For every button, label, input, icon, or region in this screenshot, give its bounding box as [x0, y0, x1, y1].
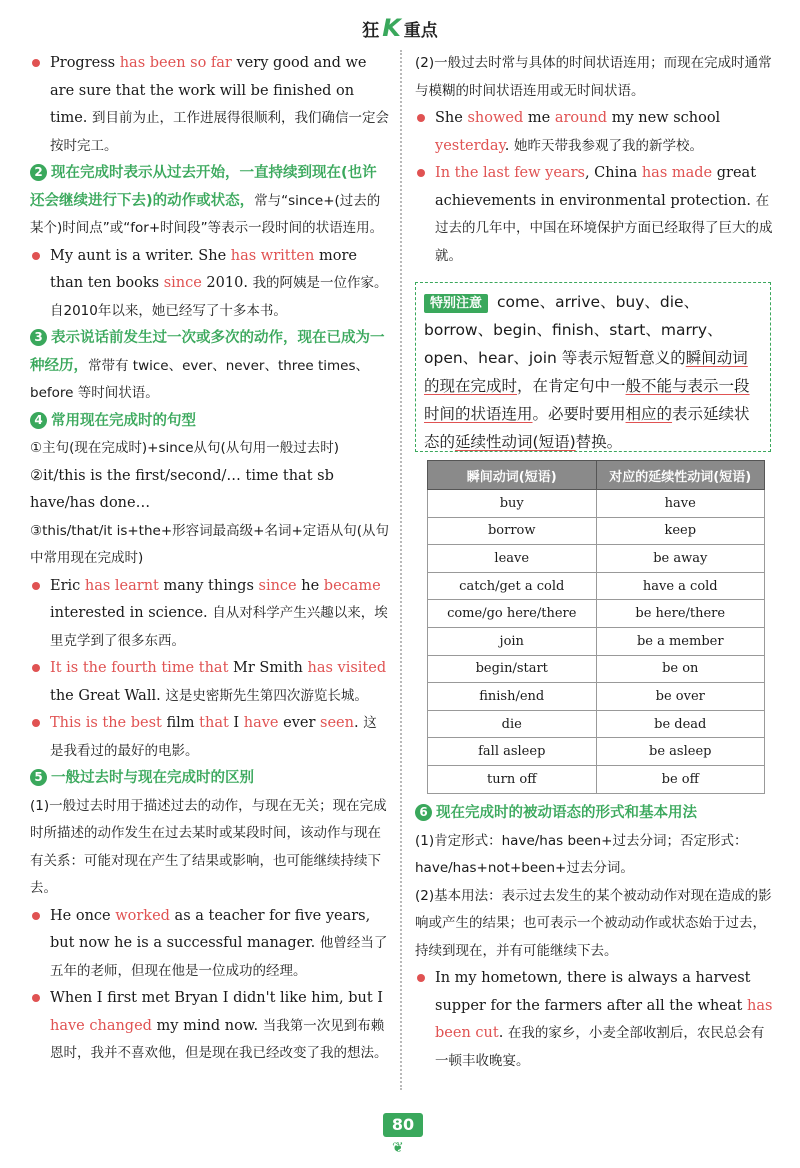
section-2-heading: 2 现在完成时表示从过去开始，一直持续到现在(也许还会继续进行下去)的动作或状态，常与“since+(过去的某个)时间点”或“for+时间段”等表示一段时间的状语连用。: [30, 165, 384, 236]
instant-verb-cell: finish/end: [428, 683, 597, 711]
example-teacher: He once worked as a teacher for five years, but now he is a successful manager. 他曾经当了五年的老师，但现在他是一位成功的经理。: [30, 903, 390, 986]
bullet-icon: [32, 912, 40, 920]
example-bryan: When I first met Bryan I didn't like him, but I have changed my mind now. 当我第一次见到布赖恩时，我并不喜欢他，但是现在我已经改变了我的想法。: [30, 985, 390, 1068]
durative-verb-cell: be dead: [596, 710, 765, 738]
durative-verb-cell: be off: [596, 765, 765, 793]
table-row: [428, 765, 765, 793]
paragraph-4: (2)基本用法：表示过去发生的某个被动动作对现在造成的影响或产生的结果；也可表示一个被动动作或状态始于过去，持续到现在，并有可能继续下去。: [415, 887, 772, 959]
instant-verb-cell: join: [428, 627, 597, 655]
header-k-logo: K: [382, 14, 401, 42]
example-china: In the last few years, China has made great achievements in environmental protection. 在过去的几年中，中国在环境保护方面已经取得了巨大的成就。: [415, 160, 775, 270]
example-harvest: In my hometown, there is always a harvest supper for the farmers after all the wheat has been cut. 在我的家乡，小麦全部收割后，农民总会有一顿丰收晚宴。: [415, 965, 775, 1075]
table-row: [428, 600, 765, 628]
left-column: [30, 50, 390, 1068]
instant-verb-cell: die: [428, 710, 597, 738]
section-5-heading: 5 一般过去时与现在完成时的区别: [30, 765, 390, 793]
pattern-3: ③this/that/it is+the+形容词最高级+名词+定语从句(从句中常用现在完成时): [30, 522, 390, 566]
paragraph-1: (1)一般过去时用于描述过去的动作，与现在无关；现在完成时所描述的动作发生在过去某时或某段时间，该动作与现在有关系：可能对现在产生了结果或影响，也可能继续持续下去。: [30, 797, 387, 896]
page-number: 80: [383, 1113, 423, 1137]
durative-verb-cell: be a member: [596, 627, 765, 655]
leaf-icon: ❦: [392, 1140, 404, 1156]
table-row: [428, 490, 765, 518]
bullet-icon: [417, 114, 425, 122]
table-row: [428, 627, 765, 655]
bullet-icon: [32, 719, 40, 727]
bullet-icon: [32, 252, 40, 260]
durative-verb-cell: keep: [596, 517, 765, 545]
example-film: This is the best film that I have ever seen. 这是我看过的最好的电影。: [30, 710, 390, 765]
special-note-box: 特别注意 come、arrive、buy、die、borrow、begin、finish、start、marry、open、hear、join 等表示短暂意义的瞬间动词的现在完成时，在肯定句中一般不能与表示一段时间的状语连用。必要时要用相应的表示延续状态的延续性动词(短语)替换。: [415, 282, 771, 452]
table-row: [428, 545, 765, 573]
instant-verb-cell: fall asleep: [428, 738, 597, 766]
pattern-2: ②it/this is the first/second/… time that sb have/has done…: [30, 467, 334, 511]
paragraph-2: (2)一般过去时常与具体的时间状语连用；而现在完成时通常与模糊的时间状语连用或无时间状语。: [415, 55, 772, 99]
table-row: [428, 738, 765, 766]
example-eric: Eric has learnt many things since he became interested in science. 自从对科学产生兴趣以来，埃里克学到了很多东西。: [30, 573, 390, 656]
pattern-1: ①主句(现在完成时)+since从句(从句用一般过去时): [30, 440, 340, 456]
example-smith: It is the fourth time that Mr Smith has visited the Great Wall. 这是史密斯先生第四次游览长城。: [30, 655, 390, 710]
durative-verb-cell: have: [596, 490, 765, 518]
instant-verb-cell: come/go here/there: [428, 600, 597, 628]
section-3-heading: 3 表示说话前发生过一次或多次的动作，现在已成为一种经历，常带有 twice、ever、never、three times、before 等时间状语。: [30, 330, 385, 401]
section-4-heading: 4 常用现在完成时的句型: [30, 408, 390, 436]
instant-verb-cell: borrow: [428, 517, 597, 545]
instant-verb-cell: begin/start: [428, 655, 597, 683]
verb-table: [427, 460, 765, 794]
table-row: [428, 710, 765, 738]
table-header-row: [428, 461, 765, 490]
special-note-tag: 特别注意: [424, 294, 488, 313]
bullet-icon: [417, 169, 425, 177]
header-post: 重点: [403, 21, 438, 41]
durative-verb-cell: be on: [596, 655, 765, 683]
bullet-icon: [32, 994, 40, 1002]
durative-verb-cell: be here/there: [596, 600, 765, 628]
durative-verb-cell: be asleep: [596, 738, 765, 766]
instant-verb-cell: catch/get a cold: [428, 572, 597, 600]
right-column-top: [415, 50, 775, 270]
table-header: 对应的延续性动词(短语): [596, 461, 765, 490]
durative-verb-cell: be over: [596, 683, 765, 711]
page-header: [0, 14, 800, 42]
example-school: She showed me around my new school yesterday. 她昨天带我参观了我的新学校。: [415, 105, 775, 160]
example-aunt: My aunt is a writer. She has written more than ten books since 2010. 我的阿姨是一位作家。自2010年以来，她已经写了十多本书。: [30, 243, 390, 326]
table-row: [428, 572, 765, 600]
section-6-heading: 6 现在完成时的被动语态的形式和基本用法: [415, 800, 775, 828]
paragraph-3: (1)肯定形式：have/has been+过去分词；否定形式：have/has+not+been+过去分词。: [415, 832, 748, 876]
bullet-icon: [32, 582, 40, 590]
durative-verb-cell: have a cold: [596, 572, 765, 600]
header-pre: 狂: [362, 21, 380, 41]
instant-verb-cell: turn off: [428, 765, 597, 793]
table-row: [428, 517, 765, 545]
column-divider: [400, 50, 402, 1090]
bullet-icon: [32, 59, 40, 67]
bullet-icon: [32, 664, 40, 672]
durative-verb-cell: be away: [596, 545, 765, 573]
right-column-bottom: [415, 800, 775, 1075]
table-row: [428, 683, 765, 711]
bullet-icon: [417, 974, 425, 982]
table-header: 瞬间动词(短语): [428, 461, 597, 490]
instant-verb-cell: leave: [428, 545, 597, 573]
table-row: [428, 655, 765, 683]
example-progress: Progress has been so far very good and we are sure that the work will be finished on time. 到目前为止，工作进展得很顺利，我们确信一定会按时完工。: [30, 50, 390, 160]
instant-verb-cell: buy: [428, 490, 597, 518]
